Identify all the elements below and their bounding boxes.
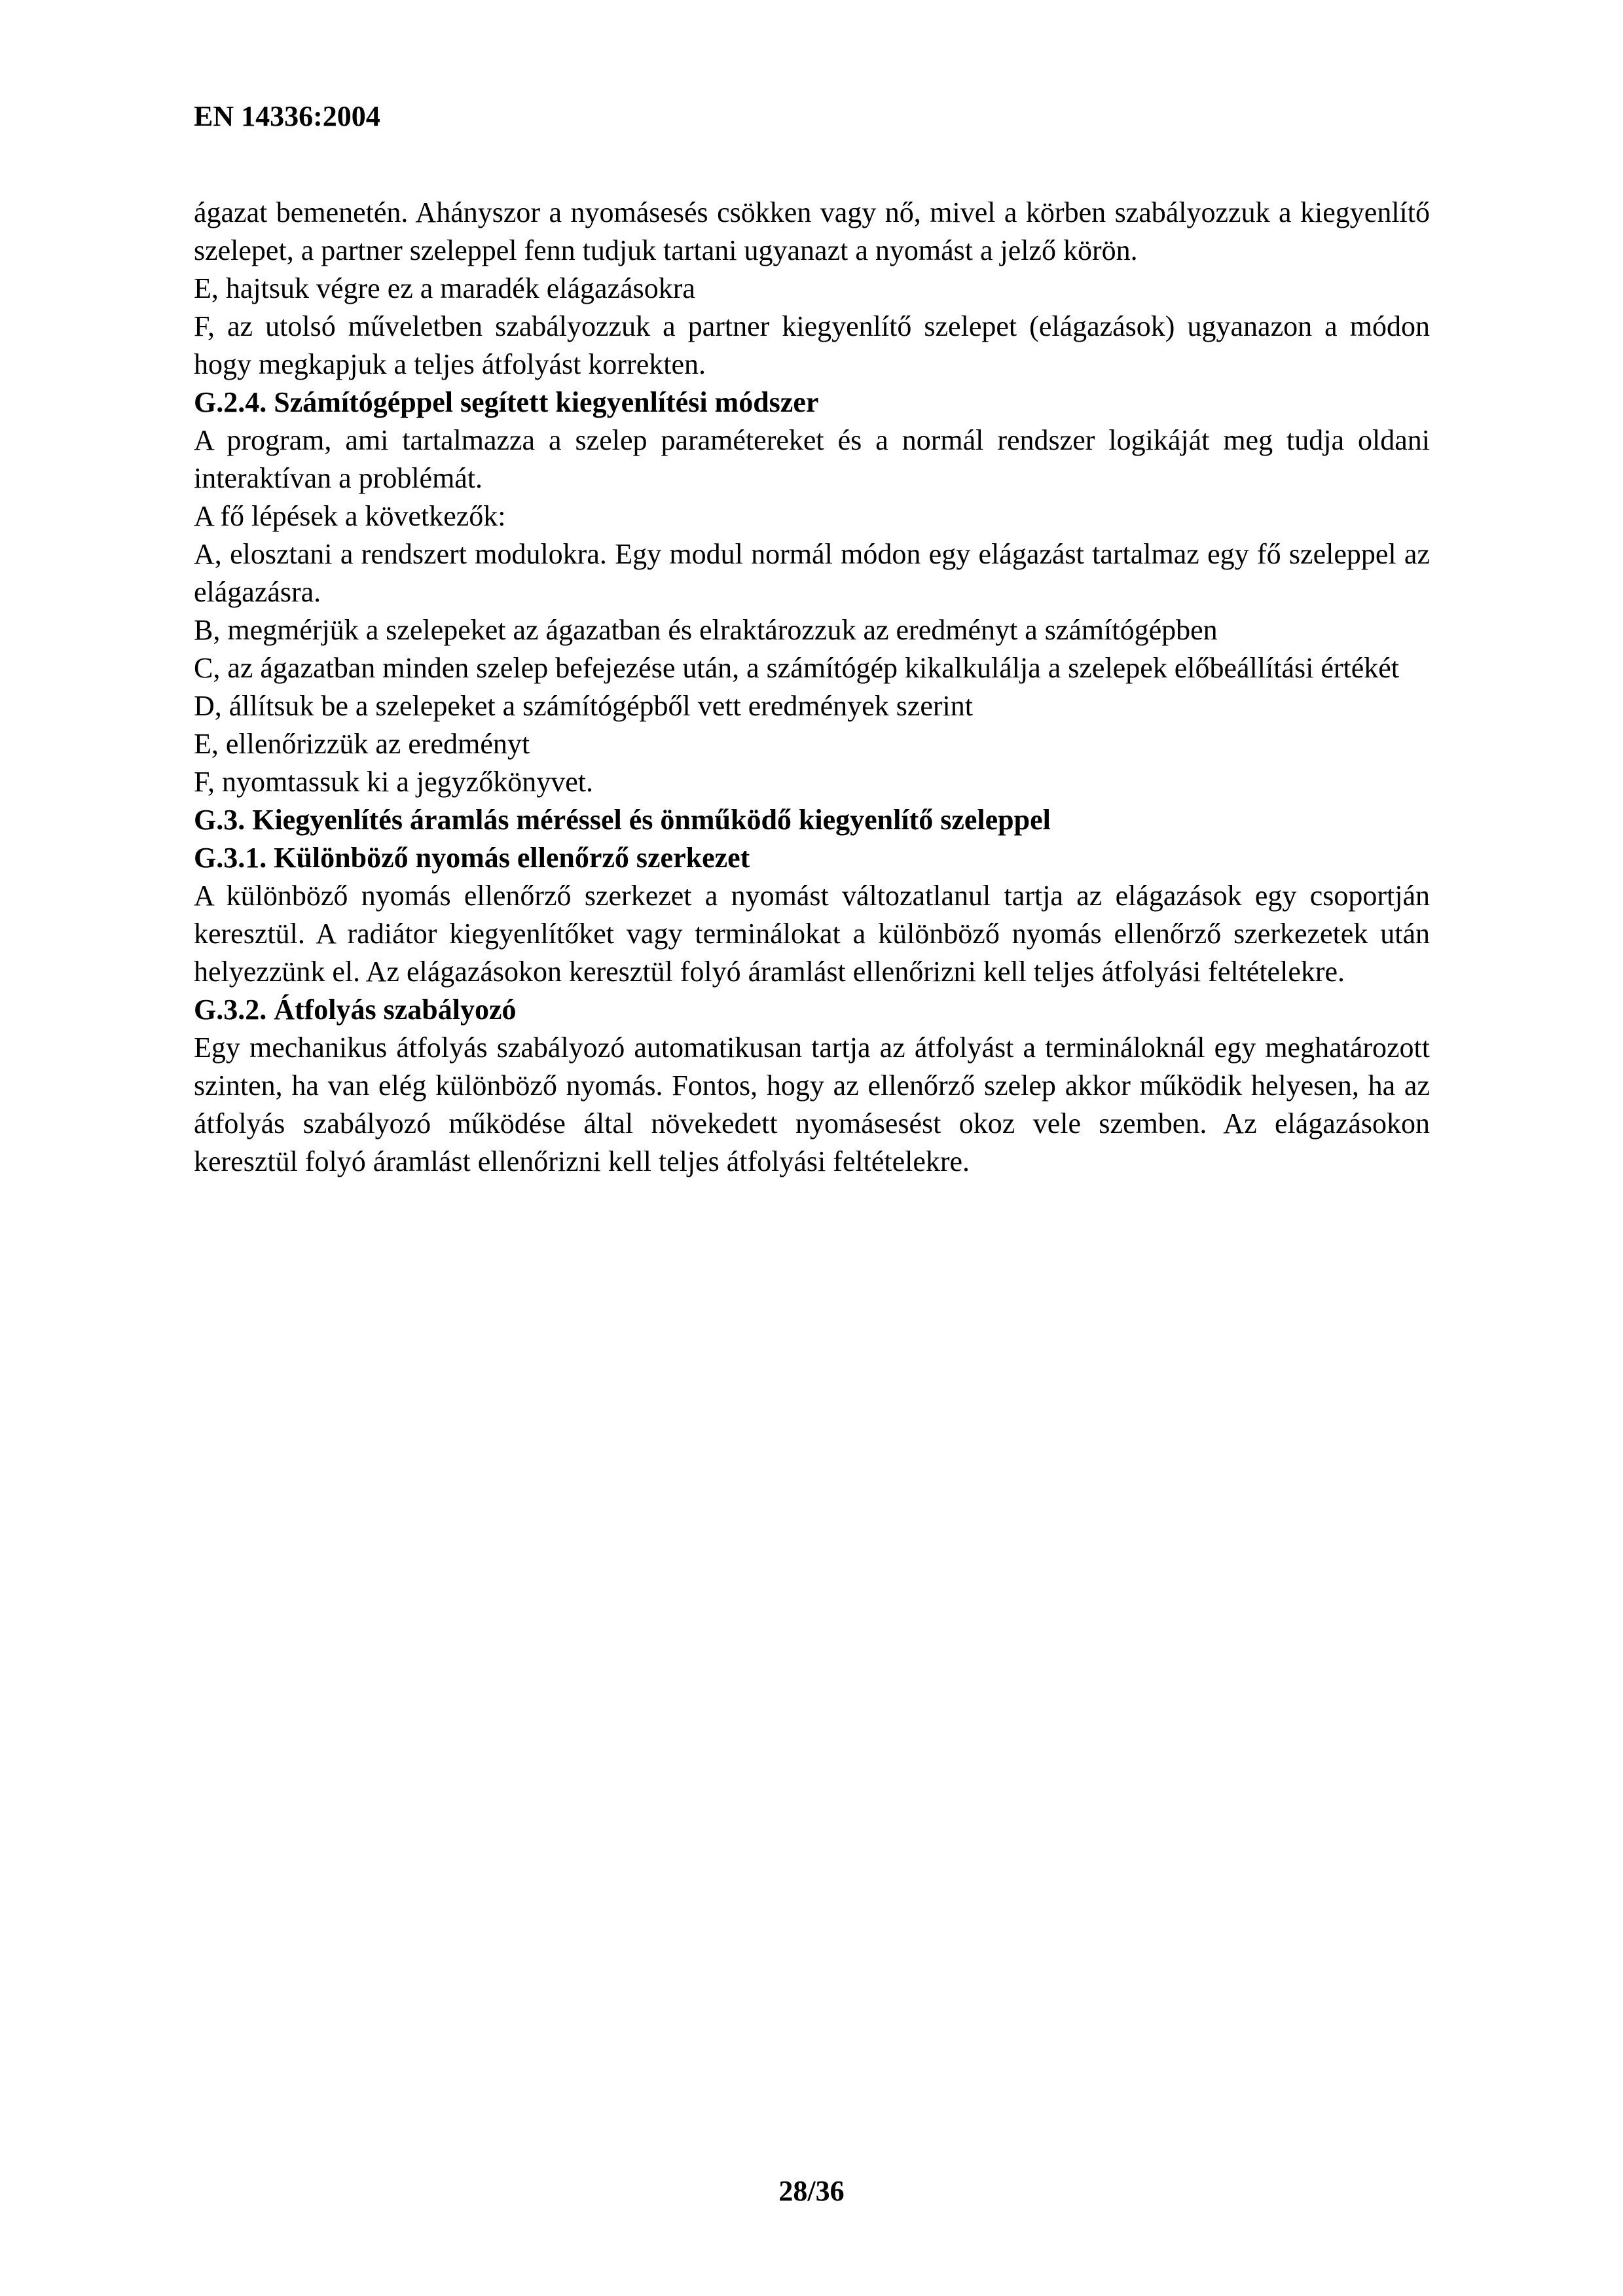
step-c: C, az ágazatban minden szelep befejezése után, a számítógép kikalkulálja a szelepek előbeállítási értékét xyxy=(194,652,1400,684)
step-d: D, állítsuk be a szelepeket a számítógépből vett eredmények szerint xyxy=(194,690,973,722)
section-heading-g3: G.3. Kiegyenlítés áramlás méréssel és önműködő kiegyenlítő szeleppel xyxy=(194,804,1051,836)
paragraph-main-steps: A fő lépések a következők: xyxy=(194,500,506,532)
paragraph-program: A program, ami tartalmazza a szelep paramétereket és a normál rendszer logikáját meg tudja oldani interaktívan a problémát. xyxy=(194,424,1430,494)
page-body xyxy=(194,194,1430,1181)
page-number-footer: 28/36 xyxy=(778,2175,845,2207)
document-id-header: EN 14336:2004 xyxy=(194,100,380,132)
step-b: B, megmérjük a szelepeket az ágazatban és elraktározzuk az eredményt a számítógépben xyxy=(194,614,1218,646)
paragraph-flow-regulator: Egy mechanikus átfolyás szabályozó automatikusan tartja az átfolyást a termináloknál egy meghatározott szinten, ha van elég különböző nyomás. Fontos, hogy az ellenőrző szelep akkor működik helyesen, ha az átfolyás szabályozó működése által növekedett nyomásesést okoz vele szemben. Az elágazásokon keresztül folyó áramlást ellenőrizni kell teljes átfolyási feltételekre. xyxy=(194,1031,1430,1177)
section-heading-g31: G.3.1. Különböző nyomás ellenőrző szerkezet xyxy=(194,842,750,874)
paragraph-pressure-control: A különböző nyomás ellenőrző szerkezet a nyomást változatlanul tartja az elágazások egy csoportján keresztül. A radiátor kiegyenlítőket vagy terminálokat a különböző nyomás ellenőrző szerkezetek után helyezzünk el. Az elágazásokon keresztül folyó áramlást ellenőrizni kell teljes átfolyási feltételekre. xyxy=(194,880,1430,988)
step-e: E, hajtsuk végre ez a maradék elágazásokra xyxy=(194,272,695,304)
step-f: F, az utolsó műveletben szabályozzuk a partner kiegyenlítő szelepet (elágazások) ugyanazon a módon hogy megkapjuk a teljes átfolyást korrekten. xyxy=(194,310,1430,380)
paragraph-continuation: ágazat bemenetén. Ahányszor a nyomásesés csökken vagy nő, mivel a körben szabályozzuk a kiegyenlítő szelepet, a partner szeleppel fenn tudjuk tartani ugyanazt a nyomást a jelző körön. xyxy=(194,196,1430,266)
step-f-print: F, nyomtassuk ki a jegyzőkönyvet. xyxy=(194,766,593,798)
section-heading-g32: G.3.2. Átfolyás szabályozó xyxy=(194,994,517,1026)
step-a: A, elosztani a rendszert modulokra. Egy modul normál módon egy elágazást tartalmaz egy fő szeleppel az elágazásra. xyxy=(194,538,1430,608)
section-heading-g24: G.2.4. Számítógéppel segített kiegyenlítési módszer xyxy=(194,386,819,418)
step-e-check: E, ellenőrizzük az eredményt xyxy=(194,728,530,760)
